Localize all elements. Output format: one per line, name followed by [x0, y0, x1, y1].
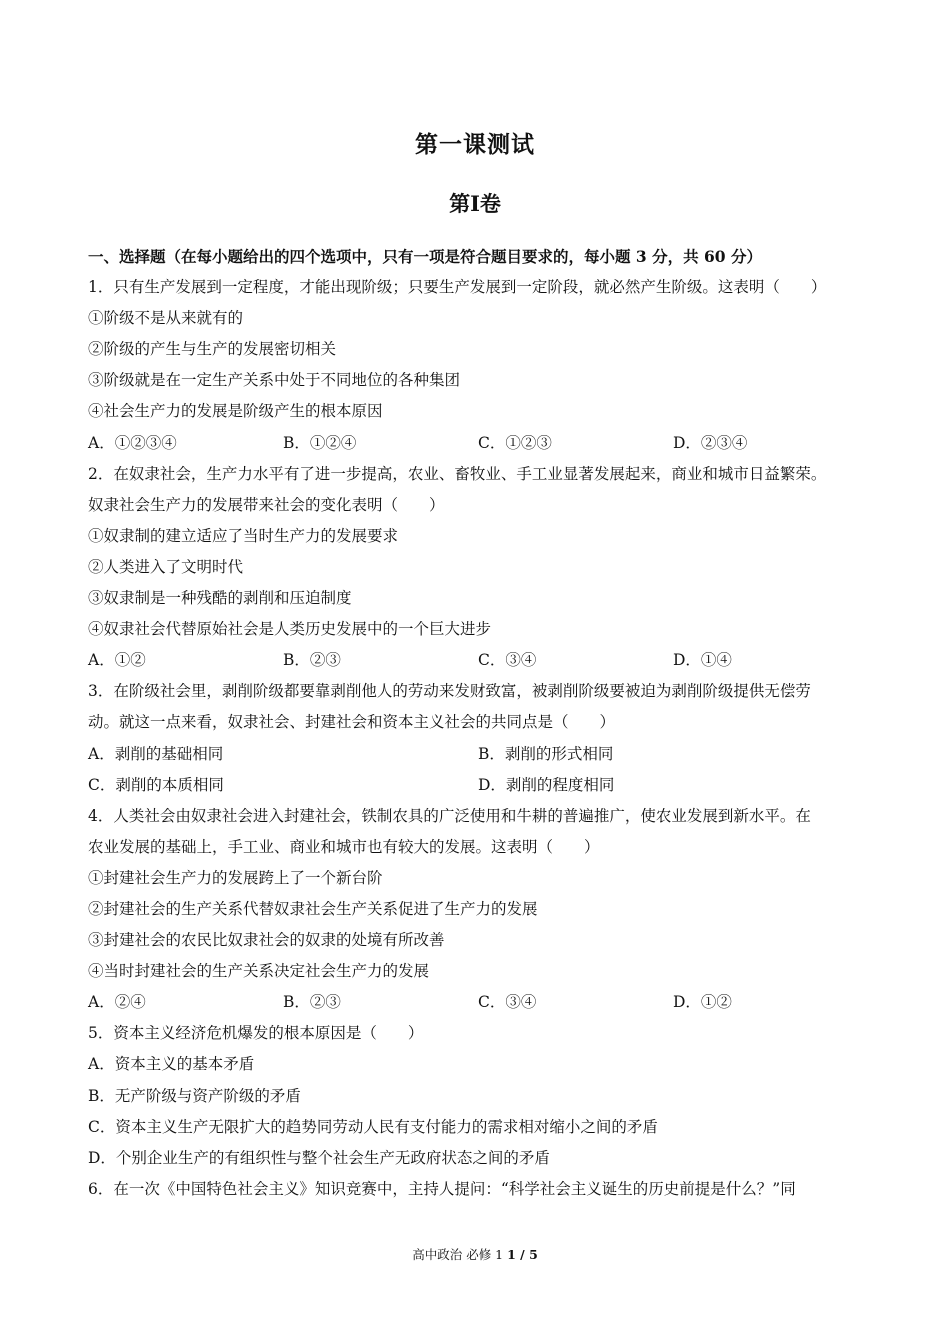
- option-a: A．②④: [88, 993, 146, 1012]
- statement: ②封建社会的生产关系代替奴隶社会生产关系促进了生产力的发展: [88, 899, 538, 918]
- question-content: [88, 241, 868, 1205]
- option-b: B．剥削的形式相同: [478, 744, 614, 763]
- section-heading: 一、选择题（在每小题给出的四个选项中，只有一项是符合题目要求的，每小题 3 分，共 60 分）: [88, 247, 762, 266]
- footer-course: 高中政治 必修 1: [412, 1247, 504, 1262]
- statement: ①奴隶制的建立适应了当时生产力的发展要求: [88, 526, 399, 545]
- question-stem: 6．在一次《中国特色社会主义》知识竞赛中，主持人提问：“科学社会主义诞生的历史前提是什么？”同: [88, 1179, 796, 1198]
- question-2: [88, 459, 868, 677]
- option-b: B．②③: [283, 993, 341, 1012]
- statement: ④奴隶社会代替原始社会是人类历史发展中的一个巨大进步: [88, 620, 492, 639]
- option-b: B．无产阶级与资产阶级的矛盾: [88, 1086, 301, 1105]
- option-a: A．资本主义的基本矛盾: [88, 1055, 255, 1074]
- question-6: [88, 1174, 868, 1205]
- answer-options: [88, 987, 868, 1018]
- answer-options: [88, 428, 868, 459]
- question-stem: 动。就这一点来看，奴隶社会、封建社会和资本主义社会的共同点是（ ）: [88, 713, 616, 732]
- statement: ②人类进入了文明时代: [88, 557, 244, 576]
- statement: ①封建社会生产力的发展跨上了一个新台阶: [88, 868, 383, 887]
- option-a: A．①②③④: [88, 433, 177, 452]
- statement: ③封建社会的农民比奴隶社会的奴隶的处境有所改善: [88, 931, 445, 950]
- option-d: D．②③④: [673, 433, 748, 452]
- option-c: C．①②③: [478, 433, 552, 452]
- option-a: A．①②: [88, 651, 146, 670]
- question-stem: 1．只有生产发展到一定程度，才能出现阶级；只要生产发展到一定阶段，就必然产生阶级。这表明（ ）: [88, 278, 827, 297]
- statement: ①阶级不是从来就有的: [88, 309, 244, 328]
- option-c: C．资本主义生产无限扩大的趋势同劳动人民有支付能力的需求相对缩小之间的矛盾: [88, 1117, 658, 1136]
- question-4: [88, 801, 868, 1019]
- statement: ③阶级就是在一定生产关系中处于不同地位的各种集团: [88, 371, 461, 390]
- question-stem: 农业发展的基础上，手工业、商业和城市也有较大的发展。这表明（ ）: [88, 837, 600, 856]
- statement: ④社会生产力的发展是阶级产生的根本原因: [88, 402, 383, 421]
- answer-options: [88, 770, 868, 801]
- answer-options: [88, 645, 868, 676]
- option-d: D．剥削的程度相同: [478, 775, 615, 794]
- option-d: D．①②: [673, 993, 732, 1012]
- question-stem: 4．人类社会由奴隶社会进入封建社会，铁制农具的广泛使用和牛耕的普遍推广，使农业发展到新水平。在: [88, 806, 811, 825]
- option-b: B．①②④: [283, 433, 357, 452]
- question-stem: 奴隶社会生产力的发展带来社会的变化表明（ ）: [88, 495, 445, 514]
- answer-options: [88, 739, 868, 770]
- option-c: C．③④: [478, 993, 537, 1012]
- question-stem: 2．在奴隶社会，生产力水平有了进一步提高，农业、畜牧业、手工业显著发展起来，商业和城市日益繁荣。: [88, 464, 827, 483]
- statement: ③奴隶制是一种残酷的剥削和压迫制度: [88, 589, 352, 608]
- question-3: [88, 676, 868, 800]
- option-d: D．个别企业生产的有组织性与整个社会生产无政府状态之间的矛盾: [88, 1148, 550, 1167]
- statement: ④当时封建社会的生产关系决定社会生产力的发展: [88, 962, 430, 981]
- page-title: 第一课测试: [415, 131, 535, 158]
- option-d: D．①④: [673, 651, 732, 670]
- option-a: A．剥削的基础相同: [88, 744, 224, 763]
- option-b: B．②③: [283, 651, 341, 670]
- question-stem: 5．资本主义经济危机爆发的根本原因是（ ）: [88, 1024, 424, 1043]
- statement: ②阶级的产生与生产的发展密切相关: [88, 340, 337, 359]
- option-c: C．剥削的本质相同: [88, 775, 224, 794]
- page-footer: [0, 1245, 950, 1263]
- question-stem: 3．在阶级社会里，剥削阶级都要靠剥削他人的劳动来发财致富，被剥削阶级要被迫为剥削阶级提供无偿劳: [88, 682, 811, 701]
- question-5: [88, 1018, 868, 1173]
- question-1: [88, 272, 868, 459]
- option-c: C．③④: [478, 651, 537, 670]
- footer-page-number: 1 / 5: [507, 1247, 538, 1262]
- section-subtitle: 第Ⅰ卷: [449, 191, 501, 216]
